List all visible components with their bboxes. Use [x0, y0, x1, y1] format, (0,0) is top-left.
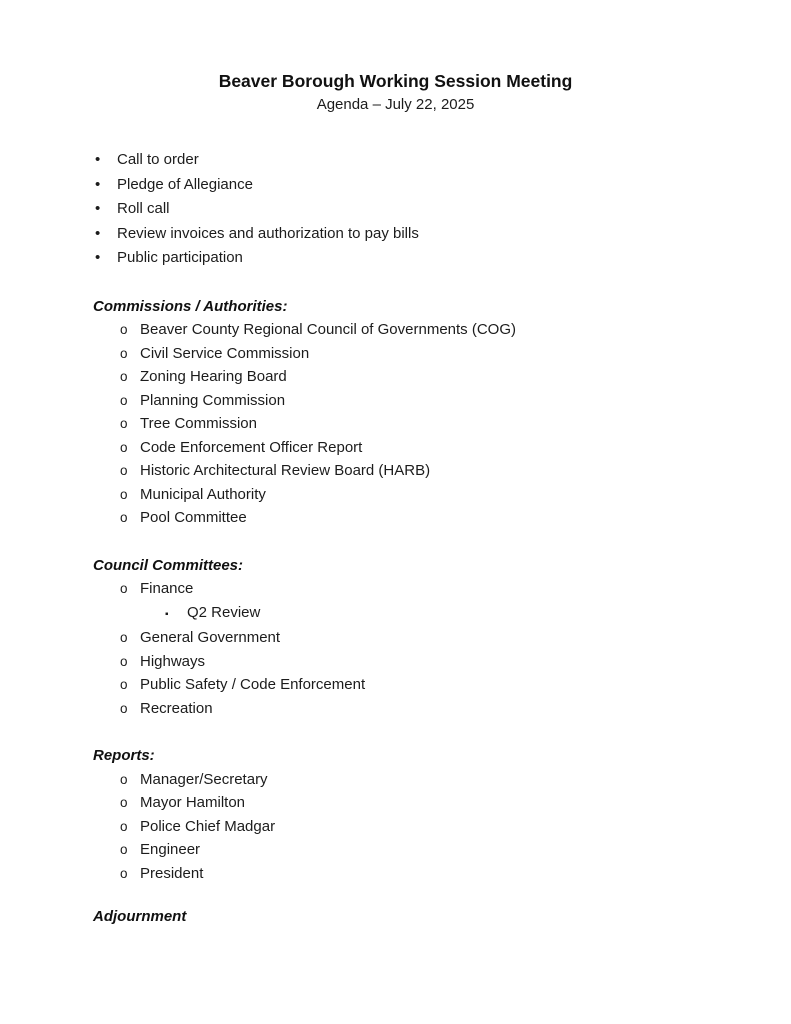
list-item — [93, 173, 731, 198]
list-item — [93, 506, 731, 530]
list-item — [93, 673, 731, 697]
list-item-label: Tree Commission — [140, 415, 257, 432]
list-item — [93, 148, 731, 173]
list-item — [93, 697, 731, 721]
list-item — [93, 768, 731, 792]
circle-bullet-icon: o — [120, 392, 128, 408]
list-item-label: Pledge of Allegiance — [117, 175, 253, 193]
list-item-label: Civil Service Commission — [140, 344, 310, 362]
circle-bullet-icon: o — [120, 630, 128, 645]
list-item — [93, 838, 731, 862]
list-item-label: Q2 Review — [187, 603, 261, 621]
agenda-section — [93, 744, 731, 885]
disc-bullet-icon: • — [95, 175, 101, 193]
list-item-label: Finance — [140, 580, 194, 597]
document-title: Beaver Borough Working Session Meeting — [218, 71, 573, 91]
opening-items-list — [93, 148, 731, 271]
list-item — [93, 626, 731, 650]
list-item-label: Manager/Secretary — [140, 770, 268, 788]
list-item-label: Beaver County Regional Council of Governments (COG) — [140, 321, 516, 338]
list-item-label: Historic Architectural Review Board (HARB) — [140, 462, 431, 479]
list-item — [93, 365, 731, 389]
list-item — [93, 791, 731, 815]
list-item — [93, 389, 731, 413]
section-heading: Reports: — [93, 747, 155, 764]
circle-bullet-icon: o — [120, 677, 128, 692]
circle-bullet-icon: o — [120, 322, 128, 337]
disc-bullet-icon: • — [95, 249, 101, 266]
list-item — [93, 222, 731, 247]
list-item — [93, 483, 731, 507]
list-item-label: Call to order — [117, 151, 199, 168]
agenda-section — [93, 295, 731, 530]
circle-bullet-icon: o — [120, 795, 128, 810]
disc-bullet-icon: • — [95, 224, 101, 242]
list-item — [93, 436, 731, 460]
document-subtitle: Agenda – July 22, 2025 — [316, 96, 475, 113]
section-heading: Commissions / Authorities: — [93, 297, 288, 315]
list-item-label: Highways — [140, 652, 206, 670]
list-item — [93, 318, 731, 342]
circle-bullet-icon: o — [120, 486, 128, 502]
list-item-label: Zoning Hearing Board — [140, 368, 287, 385]
list-item-label: Engineer — [140, 841, 201, 858]
circle-bullet-icon: o — [120, 771, 128, 787]
agenda-sections — [93, 295, 731, 886]
agenda-section — [93, 554, 731, 721]
disc-bullet-icon: • — [95, 200, 101, 217]
square-bullet-icon: ▪ — [165, 608, 169, 620]
list-item — [93, 459, 731, 483]
circle-bullet-icon: o — [120, 510, 128, 525]
list-item — [93, 197, 731, 222]
circle-bullet-icon: o — [120, 653, 128, 669]
list-item-label: Mayor Hamilton — [140, 794, 246, 811]
circle-bullet-icon: o — [120, 581, 128, 596]
list-item — [93, 342, 731, 366]
disc-bullet-icon: • — [95, 151, 101, 168]
list-item — [93, 650, 731, 674]
list-item-label: Public participation — [117, 249, 243, 266]
circle-bullet-icon: o — [120, 463, 128, 478]
list-item — [93, 862, 731, 886]
list-item-label: Review invoices and authorization to pay bills — [117, 224, 419, 242]
list-item-label: Code Enforcement Officer Report — [140, 438, 363, 456]
list-item — [93, 815, 731, 839]
closing-item: Adjournment — [93, 908, 187, 925]
circle-bullet-icon: o — [120, 416, 128, 431]
circle-bullet-icon: o — [120, 818, 128, 834]
circle-bullet-icon: o — [120, 842, 128, 857]
list-item — [93, 601, 731, 627]
circle-bullet-icon: o — [120, 439, 128, 455]
circle-bullet-icon: o — [120, 700, 128, 716]
list-item — [93, 246, 731, 271]
list-item-label: Planning Commission — [140, 391, 286, 409]
list-item — [93, 577, 731, 601]
list-item — [93, 412, 731, 436]
list-item-label: Public Safety / Code Enforcement — [140, 676, 366, 693]
circle-bullet-icon: o — [120, 369, 128, 384]
circle-bullet-icon: o — [120, 865, 128, 881]
list-item-label: General Government — [140, 629, 281, 646]
list-item-label: Recreation — [140, 699, 213, 717]
circle-bullet-icon: o — [120, 345, 128, 361]
list-item-label: President — [140, 864, 204, 882]
list-item-label: Roll call — [117, 200, 170, 217]
list-item-label: Municipal Authority — [140, 485, 266, 503]
list-item-label: Pool Committee — [140, 509, 247, 526]
list-item-label: Police Chief Madgar — [140, 817, 276, 835]
section-heading: Council Committees: — [93, 556, 244, 574]
